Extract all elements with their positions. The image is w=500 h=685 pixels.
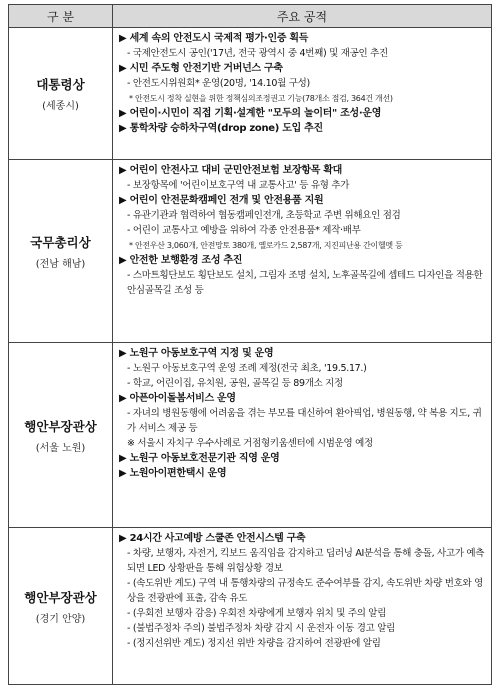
table-row xyxy=(9,528,492,685)
achievement-heading: ▶ 세계 속의 안전도시 국제적 평가·인증 획득 xyxy=(119,33,309,44)
awards-table xyxy=(8,4,492,685)
award-name: 국무총리상 xyxy=(30,234,91,250)
achievement-heading: ▶ 시민 주도형 안전기반 거버넌스 구축 xyxy=(119,63,283,74)
achievement-detail: - 노원구 아동보호구역 운영 조례 제정(전국 최초, '19.5.17.) xyxy=(127,363,367,374)
achievement-heading: ▶ 노원아이편한택시 운영 xyxy=(119,468,227,479)
achievements-cell xyxy=(113,528,492,685)
achievement-detail: - 자녀의 병원동행에 어려움을 겪는 부모를 대신하여 환아픽업, 병원동행, 약 복용 지도, 귀가 서비스 제공 등 xyxy=(127,408,482,434)
table-row xyxy=(9,343,492,528)
achievement-detail: ※ 서울시 자치구 우수사례로 거점형키움센터에 시범운영 예정 xyxy=(127,438,373,449)
achievement-detail: - 안전도시위원회* 운영(20명, '14.10월 구성) xyxy=(127,78,310,89)
achievements-cell xyxy=(113,160,492,343)
header-achievements: 주요 공적 xyxy=(113,5,492,28)
achievement-detail: - 차량, 보행자, 자전거, 킥보드 움직임을 감지하고 딥러닝 AI분석을 통해 충돌, 사고가 예측되면 LED 상황판을 통해 위험상황 경보 xyxy=(127,548,485,574)
award-cell xyxy=(9,343,113,528)
achievement-note: * 안전우산 3,060개, 안전망토 380개, 옐로카드 2,587개, 지진피난용 간이헬멧 등 xyxy=(129,241,403,250)
table-row xyxy=(9,160,492,343)
award-location: (세종시) xyxy=(42,101,79,112)
achievement-heading: ▶ 통학차량 승하차구역(drop zone) 도입 추진 xyxy=(119,123,323,134)
achievement-heading: ▶ 어린이·시민이 직접 기획·설계한 "모두의 놀이터" 조성·운영 xyxy=(119,108,382,119)
achievement-heading: ▶ 24시간 사고예방 스쿨존 안전시스템 구축 xyxy=(119,533,306,544)
achievement-heading: ▶ 안전한 보행환경 조성 추진 xyxy=(119,255,243,266)
achievement-heading: ▶ 노원구 아동보호전문기관 직영 운영 xyxy=(119,453,280,464)
achievements-cell xyxy=(113,343,492,528)
award-location: (전남 해남) xyxy=(35,258,86,270)
achievement-detail: - (속도위반 계도) 구역 내 통행차량의 규정속도 준수여부를 감지, 속도위반 차량 번호와 영상을 전광판에 표출, 감속 유도 xyxy=(127,578,483,604)
achievement-note: * 안전도시 정착 실현을 위한 정책심의조정권고 기능(78개소 점검, 364건 개선) xyxy=(129,94,393,103)
award-location: (서울 노원) xyxy=(35,442,86,454)
achievement-detail: - 학교, 어린이집, 유치원, 공원, 골목길 등 89개소 지정 xyxy=(127,378,343,389)
achievement-detail: - (우회전 보행자 감응) 우회전 차량에게 보행자 위치 및 주의 알림 xyxy=(127,608,387,619)
award-cell xyxy=(9,528,113,685)
award-cell xyxy=(9,28,113,160)
header-category: 구 분 xyxy=(9,5,113,28)
achievement-detail: - (정지선위반 계도) 정지선 위반 차량을 감지하여 전광판에 알림 xyxy=(127,638,381,649)
achievement-detail: - 국제안전도시 공인('17년, 전국 광역시 중 4번째) 및 재공인 추진 xyxy=(127,48,388,59)
achievement-detail: - 유관기관과 협력하여 협동캠페인전개, 초등학교 주변 위해요인 점검 xyxy=(127,210,401,221)
achievement-detail: - 보장항목에 '어린이보호구역 내 교통사고' 등 유형 추가 xyxy=(127,180,350,191)
table-row xyxy=(9,28,492,160)
award-name: 행안부장관상 xyxy=(24,589,97,605)
achievement-heading: ▶ 어린이 안전문화캠페인 전개 및 안전용품 지원 xyxy=(119,195,324,206)
achievement-detail: - (불법주정차 주의) 불법주정차 차량 감지 시 운전자 이동 경고 알림 xyxy=(127,623,395,634)
award-location: (경기 안양) xyxy=(35,613,86,625)
table-header-row xyxy=(9,5,492,28)
achievement-heading: ▶ 어린이 안전사고 대비 군민안전보험 보장항목 확대 xyxy=(119,165,343,176)
achievement-detail: - 스마트횡단보도 횡단보도 설치, 그림자 조명 설치, 노후골목길에 셉테드 디자인을 적용한 안심골목길 조성 등 xyxy=(127,270,483,296)
achievement-heading: ▶ 노원구 아동보호구역 지정 및 운영 xyxy=(119,348,274,359)
achievement-heading: ▶ 아픈아이돌봄서비스 운영 xyxy=(119,393,236,404)
achievements-cell xyxy=(113,28,492,160)
achievement-detail: - 어린이 교통사고 예방을 위하여 각종 안전용품* 제작·배부 xyxy=(127,225,361,236)
award-cell xyxy=(9,160,113,343)
award-name: 대통령상 xyxy=(36,77,85,92)
award-name: 행안부장관상 xyxy=(24,418,97,434)
